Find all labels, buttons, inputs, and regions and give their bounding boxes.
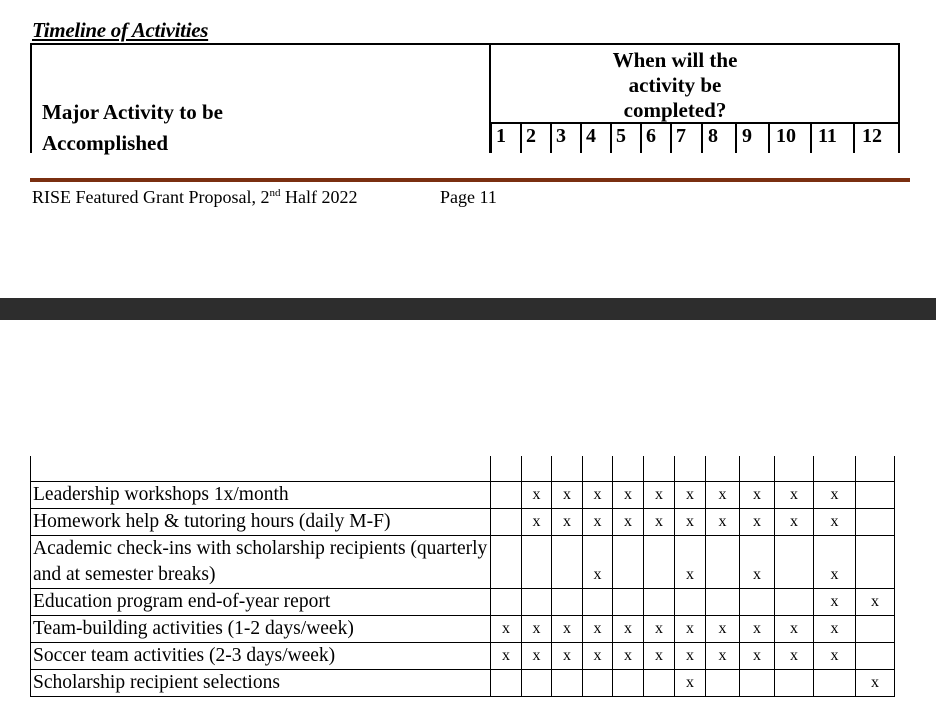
month-mark-cell: x <box>814 643 856 670</box>
timeline-header <box>30 43 900 153</box>
month-mark-cell: x <box>675 643 706 670</box>
when-header-line2: activity be <box>628 73 722 97</box>
empty-cell <box>583 456 613 482</box>
month-mark-cell: x <box>740 536 775 589</box>
month-mark-cell: x <box>775 509 814 536</box>
table-row <box>31 509 895 536</box>
month-mark-cell: x <box>613 643 644 670</box>
month-mark-cell: x <box>613 616 644 643</box>
month-mark-cell <box>522 670 552 697</box>
month-number: 2 <box>526 125 536 147</box>
month-tick <box>520 124 522 153</box>
table-row <box>31 616 895 643</box>
table-row <box>31 589 895 616</box>
activity-cell: Team-building activities (1-2 days/week) <box>31 616 491 643</box>
month-mark-cell <box>644 536 675 589</box>
month-mark-cell <box>613 670 644 697</box>
month-mark-cell: x <box>583 482 613 509</box>
month-tick <box>768 124 770 153</box>
month-number: 1 <box>496 125 506 147</box>
month-mark-cell: x <box>552 482 583 509</box>
month-mark-cell: x <box>814 536 856 589</box>
month-mark-cell <box>613 589 644 616</box>
month-mark-cell: x <box>740 643 775 670</box>
month-mark-cell: x <box>583 616 613 643</box>
month-mark-cell: x <box>740 482 775 509</box>
month-mark-cell: x <box>856 670 895 697</box>
month-mark-cell: x <box>706 643 740 670</box>
month-tick <box>670 124 672 153</box>
month-mark-cell <box>675 589 706 616</box>
month-mark-cell <box>491 670 522 697</box>
month-mark-cell <box>491 536 522 589</box>
month-mark-cell <box>491 509 522 536</box>
month-mark-cell <box>522 536 552 589</box>
empty-cell <box>491 456 522 482</box>
month-mark-cell: x <box>740 616 775 643</box>
month-mark-cell <box>706 670 740 697</box>
month-tick <box>610 124 612 153</box>
month-mark-cell <box>740 589 775 616</box>
table-continuation-row <box>31 456 895 482</box>
table-row <box>31 643 895 670</box>
page-break-band <box>0 298 936 320</box>
footer-rule <box>30 178 910 182</box>
month-mark-cell <box>583 670 613 697</box>
month-mark-cell: x <box>814 509 856 536</box>
footer-proposal-title <box>32 187 357 208</box>
month-mark-cell: x <box>775 616 814 643</box>
month-mark-cell: x <box>675 482 706 509</box>
completion-column-header <box>550 48 800 123</box>
activity-cell: Homework help & tutoring hours (daily M-F) <box>31 509 491 536</box>
month-mark-cell: x <box>675 670 706 697</box>
activity-cell: Education program end-of-year report <box>31 589 491 616</box>
month-tick <box>490 124 492 153</box>
empty-cell <box>814 456 856 482</box>
month-tick <box>853 124 855 153</box>
empty-cell <box>31 456 491 482</box>
month-mark-cell <box>856 643 895 670</box>
month-mark-cell <box>856 536 895 589</box>
month-mark-cell: x <box>775 482 814 509</box>
month-number: 7 <box>676 125 686 147</box>
month-tick <box>640 124 642 153</box>
month-mark-cell <box>552 589 583 616</box>
month-mark-cell: x <box>522 616 552 643</box>
month-mark-cell: x <box>706 482 740 509</box>
activity-cell: Scholarship recipient selections <box>31 670 491 697</box>
month-mark-cell <box>491 482 522 509</box>
month-tick <box>810 124 812 153</box>
month-mark-cell: x <box>706 509 740 536</box>
month-mark-cell: x <box>613 482 644 509</box>
month-mark-cell <box>613 536 644 589</box>
month-mark-cell <box>740 670 775 697</box>
month-mark-cell: x <box>552 509 583 536</box>
month-mark-cell <box>856 616 895 643</box>
month-mark-cell: x <box>706 616 740 643</box>
empty-cell <box>740 456 775 482</box>
month-mark-cell: x <box>814 589 856 616</box>
empty-cell <box>856 456 895 482</box>
month-mark-cell: x <box>675 536 706 589</box>
activity-cell: Leadership workshops 1x/month <box>31 482 491 509</box>
month-mark-cell <box>552 536 583 589</box>
activity-cell: Academic check-ins with scholarship recipients (quarterly and at semester breaks) <box>31 536 491 589</box>
month-number: 8 <box>708 125 718 147</box>
month-mark-cell: x <box>522 509 552 536</box>
month-tick <box>580 124 582 153</box>
month-mark-cell: x <box>775 643 814 670</box>
table-row <box>31 482 895 509</box>
month-number: 11 <box>818 125 837 147</box>
activity-cell: Soccer team activities (2-3 days/week) <box>31 643 491 670</box>
footer-proposal-text: RISE Featured Grant Proposal, 2 <box>32 187 270 207</box>
empty-cell <box>522 456 552 482</box>
month-number: 12 <box>862 125 882 147</box>
month-number: 10 <box>776 125 796 147</box>
month-mark-cell <box>856 509 895 536</box>
footer-page-number: Page 11 <box>440 187 497 207</box>
activity-header-line2: Accomplished <box>42 131 168 155</box>
month-mark-cell <box>522 589 552 616</box>
month-mark-cell: x <box>552 616 583 643</box>
month-tick <box>701 124 703 153</box>
footer-ordinal-suffix: nd <box>269 187 281 199</box>
month-mark-cell: x <box>814 482 856 509</box>
month-tick <box>550 124 552 153</box>
page-title: Timeline of Activities <box>32 18 209 42</box>
month-mark-cell: x <box>814 616 856 643</box>
empty-cell <box>552 456 583 482</box>
month-mark-cell <box>644 670 675 697</box>
empty-cell <box>706 456 740 482</box>
month-mark-cell: x <box>675 616 706 643</box>
month-mark-cell <box>775 589 814 616</box>
month-mark-cell <box>706 589 740 616</box>
month-mark-cell: x <box>552 643 583 670</box>
month-mark-cell: x <box>856 589 895 616</box>
month-mark-cell: x <box>583 509 613 536</box>
month-mark-cell: x <box>644 509 675 536</box>
month-mark-cell <box>552 670 583 697</box>
month-mark-cell: x <box>583 643 613 670</box>
month-mark-cell: x <box>583 536 613 589</box>
empty-cell <box>775 456 814 482</box>
when-header-line3: completed? <box>623 98 727 122</box>
empty-cell <box>675 456 706 482</box>
month-mark-cell <box>775 536 814 589</box>
month-mark-cell: x <box>522 643 552 670</box>
activities-table <box>30 456 895 697</box>
month-mark-cell: x <box>491 616 522 643</box>
month-number: 5 <box>616 125 626 147</box>
activity-column-header <box>42 97 223 159</box>
month-mark-cell <box>583 589 613 616</box>
month-mark-cell: x <box>644 643 675 670</box>
header-left-border <box>30 45 32 153</box>
month-mark-cell: x <box>740 509 775 536</box>
month-number: 4 <box>586 125 596 147</box>
table-row <box>31 670 895 697</box>
month-mark-cell <box>491 589 522 616</box>
month-mark-cell: x <box>613 509 644 536</box>
month-number: 6 <box>646 125 656 147</box>
month-tick <box>735 124 737 153</box>
footer-proposal-tail: Half 2022 <box>280 187 358 207</box>
month-mark-cell: x <box>644 616 675 643</box>
month-mark-cell <box>856 482 895 509</box>
month-mark-cell <box>775 670 814 697</box>
month-mark-cell <box>644 589 675 616</box>
month-mark-cell: x <box>522 482 552 509</box>
month-mark-cell: x <box>491 643 522 670</box>
month-number: 9 <box>742 125 752 147</box>
when-header-line1: When will the <box>612 48 738 72</box>
month-mark-cell <box>814 670 856 697</box>
table-row <box>31 536 895 589</box>
activity-header-line1: Major Activity to be <box>42 100 223 124</box>
empty-cell <box>613 456 644 482</box>
month-number: 3 <box>556 125 566 147</box>
month-mark-cell <box>706 536 740 589</box>
empty-cell <box>644 456 675 482</box>
month-mark-cell: x <box>644 482 675 509</box>
month-mark-cell: x <box>675 509 706 536</box>
